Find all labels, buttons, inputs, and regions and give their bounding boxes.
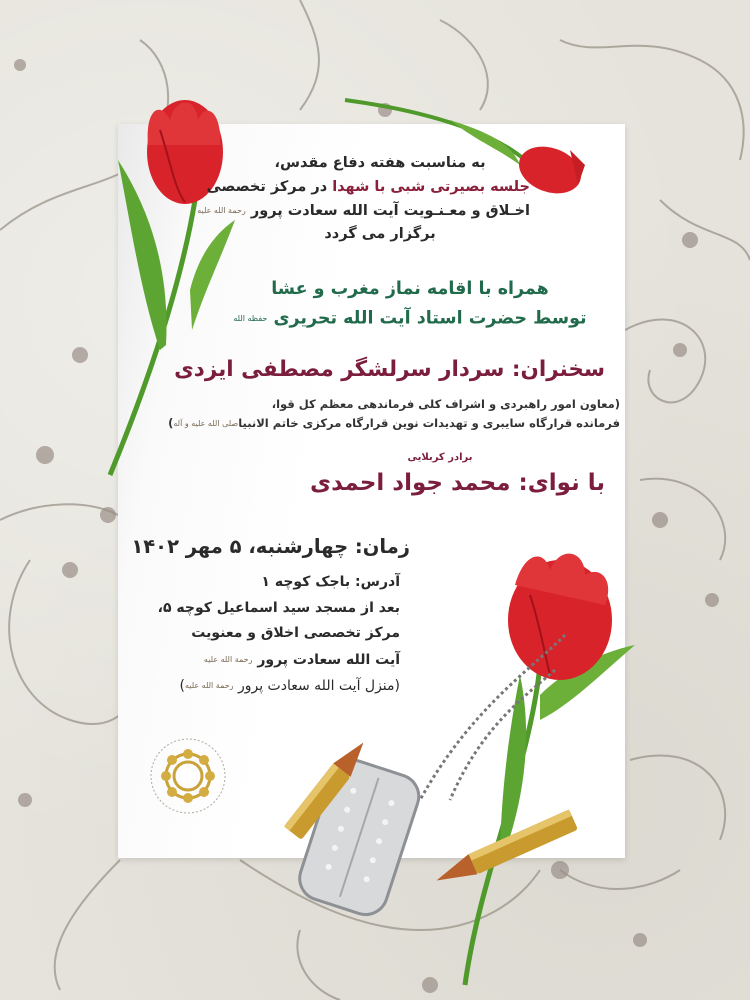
address-line-5-text: (منزل آیت الله سعادت پرور	[237, 677, 400, 694]
prayer-block	[220, 275, 600, 334]
prayer-line-2-text: توسط حضرت استاد آیت الله تحریری	[273, 308, 587, 329]
speaker-role	[170, 395, 620, 433]
intro-line-3	[197, 199, 530, 223]
address-line-4-text: آیت الله سعادت پرور	[257, 651, 400, 668]
address-line-4	[150, 647, 400, 673]
address-close: )	[179, 677, 185, 694]
intro-line-2-rest: در مرکز تخصصی	[206, 178, 333, 195]
role-line-2-text: فرمانده قرارگاه سایبری و تهدیدات نوین قرارگاه مرکزی خاتم الانبیا	[238, 416, 620, 430]
speaker-heading: سخنران: سردار سرلشگر مصطفی ایزدی	[174, 357, 605, 382]
intro-line-1: به مناسبت هفته دفاع مقدس،	[274, 155, 486, 171]
eulogist-prefix: برادر کربلایی	[407, 452, 473, 463]
intro-line-4: برگزار می گردد	[324, 226, 436, 243]
honorific-calligraphy: رحمة الله علیه	[203, 654, 253, 664]
event-time: زمان: چهارشنبه، ۵ مهر ۱۴۰۲	[131, 535, 410, 558]
address-block	[150, 570, 400, 699]
address-line-3: مرکز تخصصی اخلاق و معنویت	[191, 625, 400, 641]
event-title: جلسه بصیرتی شبی با شهدا	[332, 178, 530, 195]
honorific-calligraphy: رحمة الله علیه	[184, 680, 234, 690]
role-line-2	[170, 414, 620, 433]
bullet-icon	[255, 730, 395, 860]
address-line-5	[150, 673, 400, 699]
honorific-calligraphy: رحمة الله علیه	[197, 206, 246, 215]
bullet-icon	[425, 805, 585, 895]
role-line-1: (معاون امور راهبردی و اشراف کلی فرماندهی معظم کل قوا،	[271, 397, 620, 411]
address-line-2: بعد از مسجد سید اسماعیل کوچه ۵،	[157, 599, 400, 616]
prayer-line-2	[220, 304, 600, 334]
rosette-logo-icon	[147, 735, 229, 817]
role-close: )	[168, 416, 174, 430]
honorific-calligraphy: حفظه الله	[233, 314, 268, 323]
prayer-line-1: همراه با اقامه نماز مغرب و عشا	[271, 279, 549, 299]
address-line-1: آدرس: باجک کوچه ۱	[261, 574, 400, 590]
intro-block	[197, 152, 530, 247]
intro-line-2	[206, 176, 530, 200]
honorific-calligraphy: صلی الله علیه و آله	[173, 419, 239, 428]
intro-line-3-text: اخـلاق و معـنـویت آیت الله سعادت پرور	[250, 202, 530, 219]
eulogist-heading: با نوای: محمد جواد احمدی	[310, 470, 605, 496]
